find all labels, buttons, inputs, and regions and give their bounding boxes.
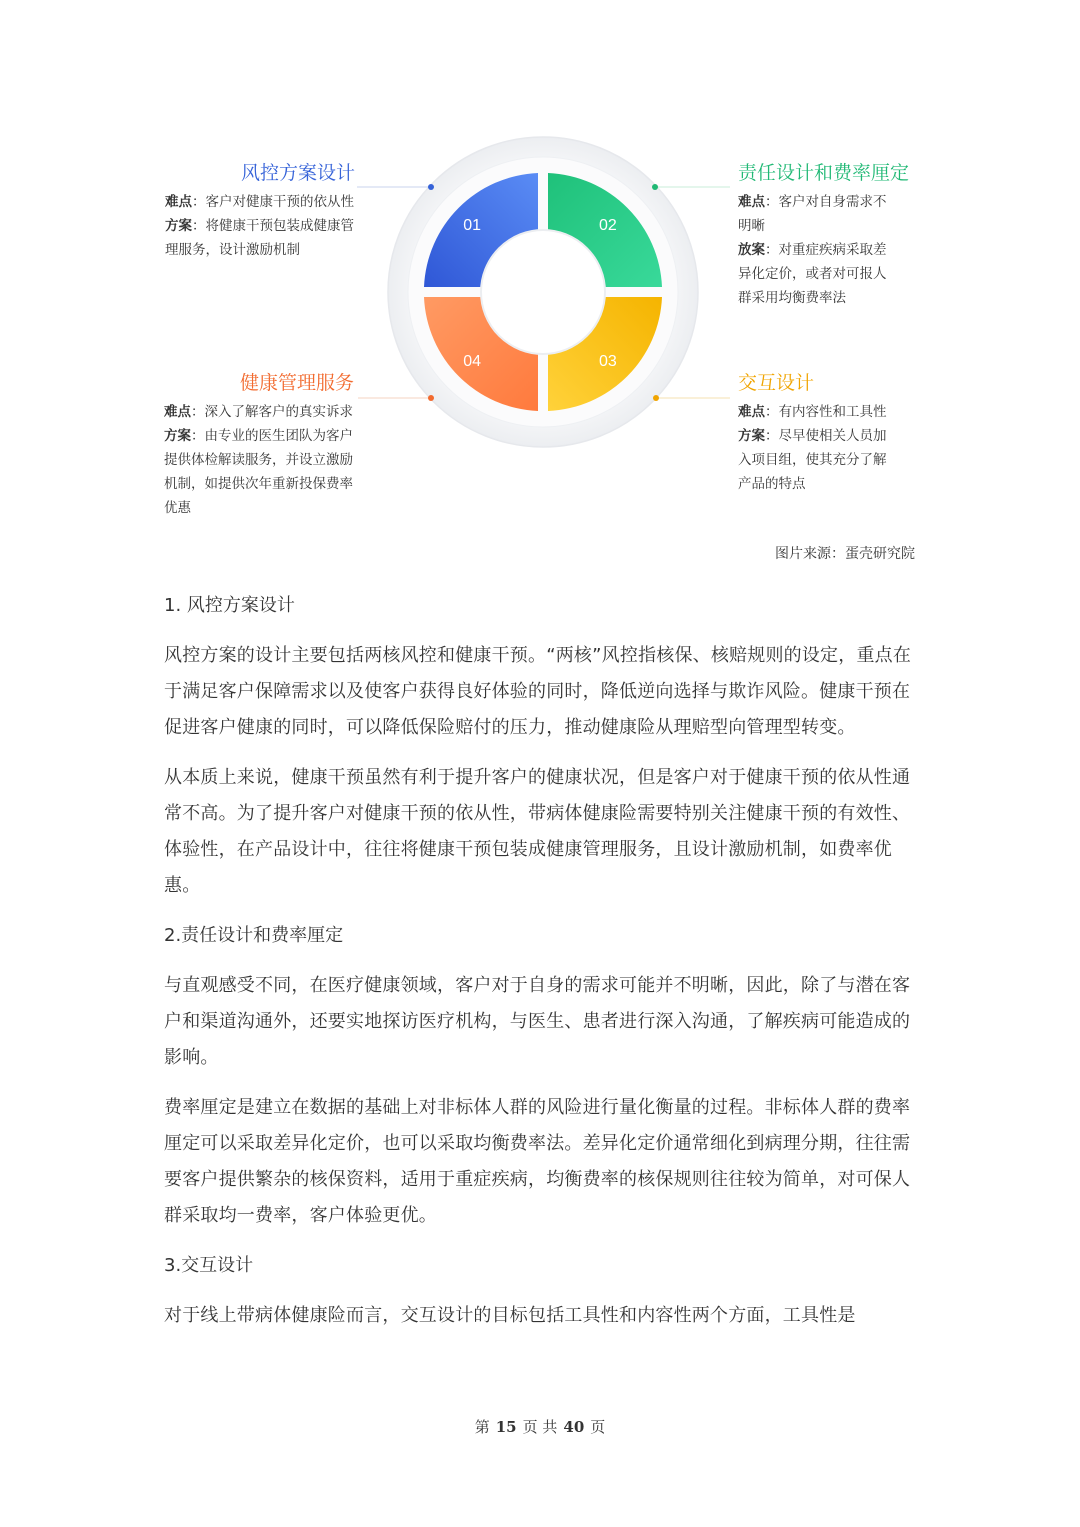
callout-line-text: 理服务，设计激励机制: [165, 242, 300, 258]
ring-center: [481, 230, 605, 354]
segment-number-label: 01: [463, 217, 482, 235]
callout-line-text: ：有内容性和工具性: [765, 404, 887, 420]
callout-title: 风控方案设计: [240, 162, 355, 184]
callout-line-text: ：对重症疾病采取差: [765, 242, 887, 258]
callout-body: [738, 190, 928, 310]
callout-line: [164, 448, 394, 472]
callout-risk-control: [165, 160, 385, 262]
callout-line: [738, 424, 928, 448]
callout-line-label: 难点: [738, 404, 765, 420]
callout-line: [164, 424, 394, 448]
connector-dot-02: [652, 184, 658, 190]
callout-liability-pricing: [738, 160, 928, 310]
callout-line-text: ：由专业的医生团队为客户: [191, 428, 353, 444]
callout-line-text: ：尽早使相关人员加: [765, 428, 887, 444]
connector-dot-03: [653, 395, 659, 401]
section-heading: 1. 风控方案设计: [164, 595, 295, 616]
figure-caption: 图片来源：蛋壳研究院: [775, 546, 915, 562]
article-body: [164, 588, 920, 1348]
callout-line-text: 群采用均衡费率法: [738, 290, 846, 306]
callout-line: [738, 238, 928, 262]
callout-line-text: 提供体检解读服务，并设立激励: [164, 452, 353, 468]
connector-dot-01: [428, 184, 434, 190]
callout-line-label: 方案: [738, 428, 765, 444]
callout-line-label: 方案: [165, 218, 192, 234]
callout-title: 健康管理服务: [239, 372, 354, 394]
callout-line: [738, 448, 928, 472]
paragraph: 费率厘定是建立在数据的基础上对非标体人群的风险进行量化衡量的过程。非标体人群的费率厘定可以采取差异化定价，也可以采取均衡费率法。差异化定价通常细化到病理分期，往往需要客户提供繁杂的核保资料，适用于重症疾病，均衡费率的核保规则往往较为简单，对可保人群采取均一费率，客户体验更优。: [164, 1097, 911, 1226]
callout-line: [164, 472, 394, 496]
footer-prefix: 第: [474, 1418, 490, 1436]
section-heading: 3.交互设计: [164, 1255, 254, 1276]
callout-line-text: ：客户对健康干预的依从性: [192, 194, 354, 210]
callout-line-label: 方案: [164, 428, 191, 444]
callout-line: [738, 472, 928, 496]
callout-line-text: 明晰: [738, 218, 765, 234]
callout-line: [164, 400, 394, 424]
paragraph: 从本质上来说，健康干预虽然有利于提升客户的健康状况，但是客户对于健康干预的依从性通常不高。为了提升客户对健康干预的依从性，带病体健康险需要特别关注健康干预的有效性、体验性，在产品设计中，往往将健康干预包装成健康管理服务，且设计激励机制，如费率优惠。: [164, 767, 911, 896]
callout-line-text: ：将健康干预包装成健康管: [192, 218, 354, 234]
callout-line-text: 产品的特点: [738, 476, 806, 492]
callout-line: [165, 238, 385, 262]
callout-line-text: 优惠: [164, 500, 191, 516]
callout-line-text: 机制，如提供次年重新投保费率: [164, 476, 353, 492]
page-footer: [0, 1416, 1080, 1437]
callout-body: [738, 400, 928, 496]
callout-body: [164, 400, 394, 520]
callout-interaction-design: [738, 370, 928, 496]
callout-line-text: ：深入了解客户的真实诉求: [191, 404, 353, 420]
callout-line-label: 放案: [738, 242, 765, 258]
callout-line: [165, 190, 385, 214]
paragraph: 对于线上带病体健康险而言，交互设计的目标包括工具性和内容性两个方面，工具性是: [164, 1305, 856, 1326]
footer-middle: 页 共: [522, 1418, 558, 1436]
callout-title: 责任设计和费率厘定: [738, 162, 910, 184]
callout-line-text: 入项目组，使其充分了解: [738, 452, 887, 468]
callout-line: [738, 190, 928, 214]
segment-number-label: 03: [598, 352, 617, 370]
segment-number-label: 04: [463, 352, 482, 370]
callout-line: [165, 214, 385, 238]
callout-health-management: [164, 370, 394, 520]
callout-line-label: 难点: [165, 194, 192, 210]
callout-line-label: 难点: [738, 194, 765, 210]
paragraph: 与直观感受不同，在医疗健康领域，客户对于自身的需求可能并不明晰，因此，除了与潜在客户和渠道沟通外，还要实地探访医疗机构，与医生、患者进行深入沟通，了解疾病可能造成的影响。: [164, 975, 911, 1068]
callout-title: 交互设计: [738, 372, 815, 394]
callout-body: [165, 190, 385, 262]
footer-total-pages: 40: [563, 1418, 585, 1436]
callout-line: [738, 262, 928, 286]
section-heading: 2.责任设计和费率厘定: [164, 925, 344, 946]
callout-line: [738, 214, 928, 238]
diagram-figure: [0, 0, 1080, 580]
callout-line: [164, 496, 394, 520]
callout-line-text: 异化定价，或者对可报人: [738, 266, 887, 282]
callout-line-text: ：客户对自身需求不: [765, 194, 887, 210]
callout-line: [738, 286, 928, 310]
segment-number-label: 02: [598, 217, 617, 235]
callout-line-label: 难点: [164, 404, 191, 420]
footer-suffix: 页: [590, 1418, 606, 1436]
callout-line: [738, 400, 928, 424]
connector-dot-04: [428, 395, 434, 401]
paragraph: 风控方案的设计主要包括两核风控和健康干预。“两核”风控指核保、核赔规则的设定，重点在于满足客户保障需求以及使客户获得良好体验的同时，降低逆向选择与欺诈风险。健康干预在促进客户健康的同时，可以降低保险赔付的压力，推动健康险从理赔型向管理型转变。: [164, 645, 912, 738]
footer-page-number: 15: [495, 1418, 517, 1436]
